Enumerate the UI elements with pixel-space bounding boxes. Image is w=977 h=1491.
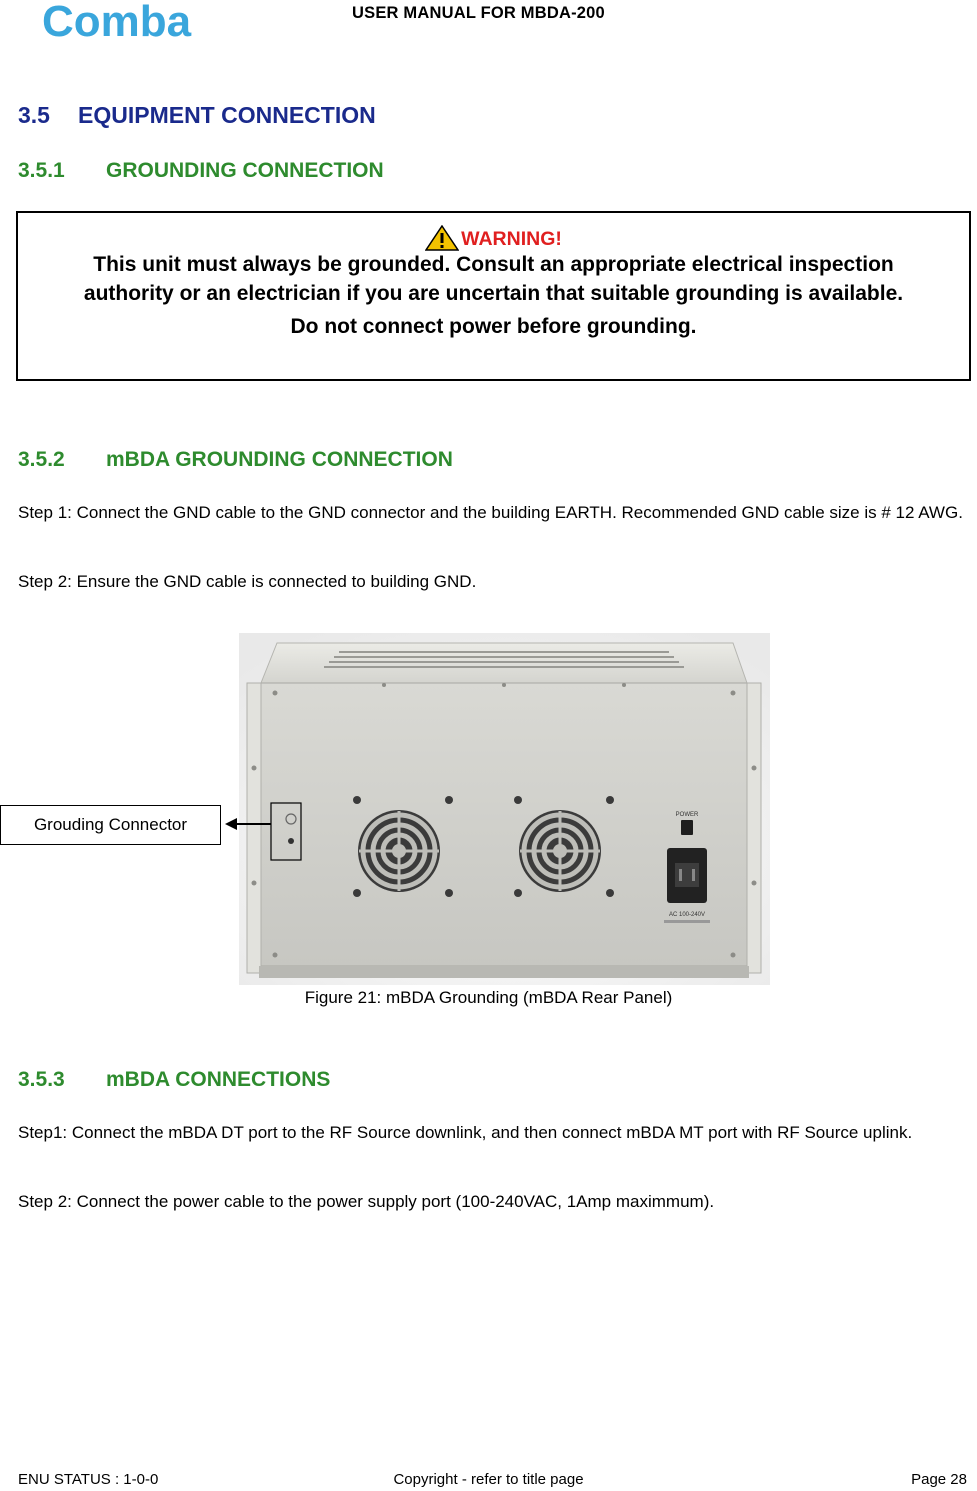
connection-step-1: Step1: Connect the mBDA DT port to the RF Source downlink, and then connect mBDA MT port with RF Source uplink. xyxy=(18,1123,913,1142)
footer-page-number: Page 28 xyxy=(911,1471,967,1488)
grounding-step-1: Step 1: Connect the GND cable to the GND connector and the building EARTH. Recommended GND cable size is # 12 AWG. xyxy=(18,503,963,522)
warning-body: This unit must always be grounded. Consult an appropriate electrical inspection authority or an electrician if you are uncertain that suitable grounding is available. xyxy=(83,253,904,305)
section-heading xyxy=(18,102,376,129)
subsection-heading-mbda-grounding xyxy=(18,448,453,472)
fan-guard-left xyxy=(358,810,440,892)
section-number: 3.5 xyxy=(18,102,50,128)
callout-arrow-icon xyxy=(221,815,271,835)
connection-step-2: Step 2: Connect the power cable to the power supply port (100-240VAC, 1Amp maximmum). xyxy=(18,1192,715,1211)
warning-box xyxy=(16,211,971,381)
section-title: EQUIPMENT CONNECTION xyxy=(78,102,376,128)
grounding-step-2: Step 2: Ensure the GND cable is connected to building GND. xyxy=(18,572,477,591)
grounding-terminal xyxy=(288,838,294,844)
subsection-number: 3.5.3 xyxy=(18,1068,65,1091)
footer-copyright: Copyright - refer to title page xyxy=(393,1471,584,1488)
voltage-label: AC 100-240V xyxy=(668,912,706,918)
warning-triangle-icon xyxy=(425,225,459,251)
document-title: USER MANUAL FOR MBDA-200 xyxy=(352,4,605,22)
fan-guard-right xyxy=(519,810,601,892)
warning-title: WARNING! xyxy=(461,228,562,250)
power-label: POWER xyxy=(675,812,699,818)
logo-text: Comba xyxy=(42,0,192,42)
rear-panel-figure xyxy=(239,633,770,985)
figure-caption: Figure 21: mBDA Grounding (mBDA Rear Panel) xyxy=(304,988,673,1007)
subsection-number: 3.5.1 xyxy=(18,159,65,182)
grounding-connector-callout: Grouding Connector xyxy=(0,805,221,845)
subsection-heading-mbda-connections xyxy=(18,1068,330,1092)
subsection-title: GROUNDING CONNECTION xyxy=(106,159,384,182)
subsection-heading-grounding xyxy=(18,159,384,183)
warning-title-row xyxy=(18,225,969,251)
comba-logo xyxy=(40,0,230,42)
power-switch xyxy=(681,820,693,835)
subsection-title: mBDA GROUNDING CONNECTION xyxy=(106,448,453,471)
subsection-title: mBDA CONNECTIONS xyxy=(106,1068,331,1091)
footer-status: ENU STATUS : 1-0-0 xyxy=(18,1471,159,1488)
subsection-number: 3.5.2 xyxy=(18,448,65,471)
warning-last-line: Do not connect power before grounding. xyxy=(290,315,697,338)
